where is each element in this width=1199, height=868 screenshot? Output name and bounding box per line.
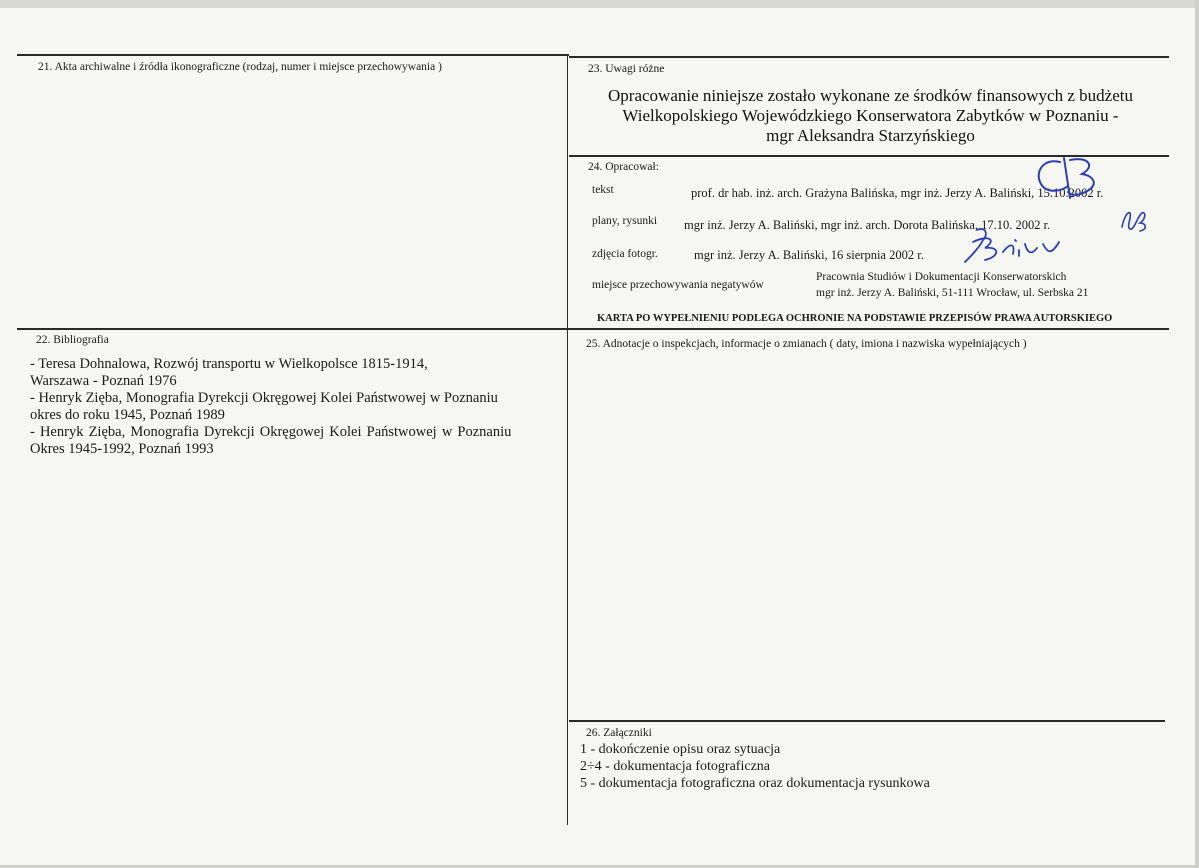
funding-note-line-2: Wielkopolskiego Wojewódzkiego Konserwatora Zabytków w Poznaniu -: [622, 106, 1119, 125]
bibliography-item-3-line1: - Henryk Zięba, Monografia Dyrekcji Okręgowej Kolei Państwowej w Poznaniu: [30, 424, 512, 440]
bibliography-list: [30, 356, 558, 458]
section-23-label: 23. Uwagi różne: [588, 63, 665, 75]
funding-note-line-3: mgr Aleksandra Starzyńskiego: [766, 126, 975, 145]
bibliography-item-2-line1: - Henryk Zięba, Monografia Dyrekcji Okręgowej Kolei Państwowej w Poznaniu: [30, 390, 498, 406]
row-negatywy-value-line2: mgr inż. Jerzy A. Baliński, 51-111 Wrocław, ul. Serbska 21: [816, 287, 1089, 299]
section-22-label: 22. Bibliografia: [36, 334, 109, 346]
funding-note-line-1: Opracowanie niniejsze zostało wykonane ze środków finansowych z budżetu: [608, 86, 1133, 105]
row-negatywy-value-line1: Pracownia Studiów i Dokumentacji Konserwatorskich: [816, 271, 1067, 283]
rule-25-26: [569, 720, 1165, 722]
funding-note: [572, 86, 1169, 146]
row-negatywy-key: miejsce przechowywania negatywów: [592, 279, 764, 291]
section-26-label: 26. Załączniki: [586, 727, 652, 739]
bibliography-item-1-line2: Warszawa - Poznań 1976: [30, 373, 177, 389]
center-divider: [567, 55, 568, 825]
attachment-item-1: 1 - dokończenie opisu oraz sytuacja: [580, 742, 781, 757]
bibliography-item-1-line1: - Teresa Dohnalowa, Rozwój transportu w Wielkopolsce 1815-1914,: [30, 356, 428, 372]
rule-mid: [17, 328, 1169, 330]
page-edge-right: [1195, 0, 1199, 868]
row-tekst-value: prof. dr hab. inż. arch. Grażyna Balińska, mgr inż. Jerzy A. Baliński, 15.10.2002 r.: [691, 186, 1104, 200]
signature-1-icon: [1030, 150, 1110, 210]
row-zdjecia-key: zdjęcia fotogr.: [592, 248, 658, 260]
top-rule-right: [569, 56, 1169, 58]
bibliography-item-3-line2: Okres 1945-1992, Poznań 1993: [30, 441, 214, 457]
top-rule-left: [17, 54, 569, 56]
rule-23-24: [569, 155, 1169, 157]
row-plany-value: mgr inż. Jerzy A. Baliński, mgr inż. arch. Dorota Balińska, 17.10. 2002 r.: [684, 218, 1051, 232]
section-21-label: 21. Akta archiwalne i źródła ikonograficzne (rodzaj, numer i miejsce przechowywania ): [38, 61, 442, 73]
copyright-notice: KARTA PO WYPEŁNIENIU PODLEGA OCHRONIE NA PODSTAWIE PRZEPISÓW PRAWA AUTORSKIEGO: [597, 313, 1113, 324]
bibliography-item-2-line2: okres do roku 1945, Poznań 1989: [30, 407, 225, 423]
row-zdjecia-value: mgr inż. Jerzy A. Baliński, 16 sierpnia 2002 r.: [694, 248, 924, 262]
row-plany-key: plany, rysunki: [592, 215, 658, 227]
section-24-label: 24. Opracował:: [588, 161, 659, 173]
row-tekst-key: tekst: [592, 184, 614, 196]
section-25-label: 25. Adnotacje o inspekcjach, informacje o zmianach ( daty, imiona i nazwiska wypełniających ): [586, 338, 1027, 350]
page-edge-top: [0, 0, 1199, 8]
attachment-item-3: 5 - dokumentacja fotograficzna oraz dokumentacja rysunkowa: [580, 776, 930, 791]
attachments-list: [580, 741, 930, 792]
attachment-item-2: 2÷4 - dokumentacja fotograficzna: [580, 759, 770, 774]
signature-2-icon: [1118, 207, 1150, 235]
